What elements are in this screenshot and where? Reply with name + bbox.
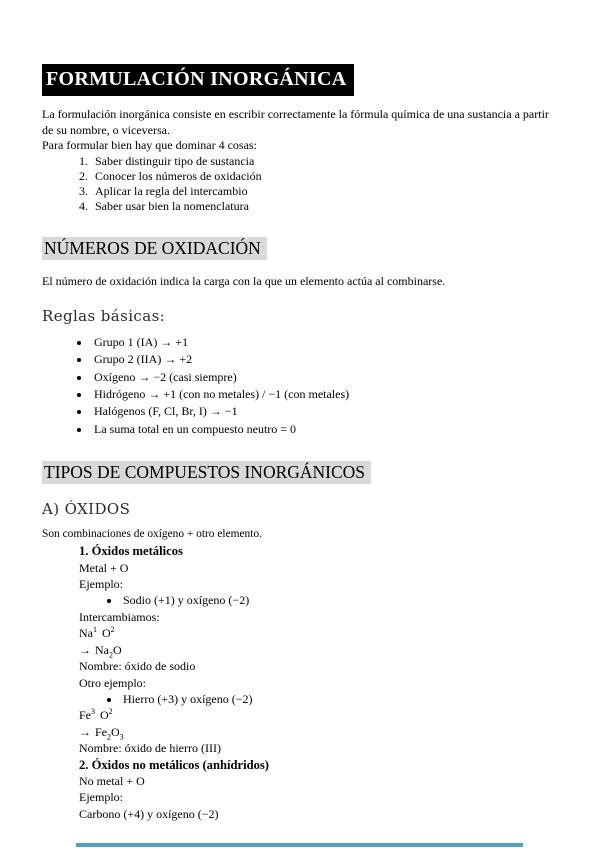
example-label: Ejemplo: [79,790,123,805]
section-heading-text: TIPOS DE COMPUESTOS INORGÁNICOS [42,461,371,484]
formula-sodium-exchange [79,625,558,641]
page-title [42,64,558,96]
oxidation-superscript: 1 [93,625,97,635]
metallic-oxides-heading: 1. Óxidos metálicos [79,544,183,559]
oxidation-superscript: 2 [108,707,113,717]
compound-name: Nombre: óxido de hierro (III) [79,741,221,756]
element-symbol: O [113,642,122,657]
rules-subheading: Reglas básicas: [42,306,166,325]
formula-sodium-result [79,642,558,658]
section-heading-text: NÚMEROS DE OXIDACIÓN [42,237,267,260]
element-symbol: $O^2$ [102,625,115,641]
example-line: Carbono (+4) y oxígeno (−2) [79,806,219,821]
other-example-label: Otro ejemplo: [79,675,146,690]
requirements-list [42,154,558,215]
element-symbol: Fe$^3$ [79,707,95,723]
oxidation-rules-list [42,334,558,438]
element-symbol: $O^2$ [100,707,113,723]
list-item: 2. Conocer los números de oxidación [91,169,558,184]
formula-subscript: 3 [119,732,124,742]
metallic-general-formula: Metal + O [79,560,129,575]
example-label: Ejemplo: [79,577,123,592]
formula-iron-result [79,724,558,740]
example-list [79,691,558,707]
page-title-text: FORMULACIÓN INORGÁNICA [42,64,354,96]
rule-item: • Grupo 2 (IIA) → +2 [91,351,558,368]
section-heading-compound-types [42,462,558,483]
rule-item: • Halógenos (F, Cl, Br, I) → −1 [91,403,558,420]
exchange-label: Intercambiamos: [79,609,160,624]
oxides-description: Son combinaciones de oxígeno + otro elemento. [42,528,262,541]
arrow-icon: → [79,642,91,657]
formula-subscript: 2 [109,650,113,660]
formula-iron-exchange [79,707,558,723]
intro-lead: Para formular bien hay que dominar 4 cosas: [42,138,257,152]
section-heading-oxidation-numbers [42,238,558,259]
intro-paragraph: La formulación inorgánica consiste en escribir correctamente la fórmula química de una sustancia a partir de su nombre, o viceversa. [42,107,549,137]
example-list [79,592,558,608]
formula-subscript: 2 [107,732,111,742]
rule-item: • Grupo 1 (IA) → +1 [91,334,558,351]
rule-item: • Hidrógeno → +1 (con no metales) / −1 (con metales) [91,386,558,403]
nonmetallic-oxides-heading: 2. Óxidos no metálicos (anhídridos) [79,757,269,772]
oxidation-superscript: 2 [110,625,115,635]
oxidation-superscript: 3 [91,707,95,717]
footer-accent-bar [76,843,523,847]
oxides-subheading: A) ÓXIDOS [42,500,131,519]
list-item: 4. Saber usar bien la nomenclatura [91,199,558,214]
element-symbol: Na$^1$ [79,625,97,641]
example-item: • Sodio (+1) y oxígeno (−2) [121,592,558,608]
element-symbol: O [111,724,120,739]
oxidation-description: El número de oxidación indica la carga con la que un elemento actúa al combinarse. [42,274,446,289]
list-item: 1. Saber distinguir tipo de sustancia [91,154,558,169]
rule-item: • Oxígeno → −2 (casi siempre) [91,369,558,386]
element-symbol: Fe [95,724,107,739]
list-item: 3. Aplicar la regla del intercambio [91,184,558,199]
rule-item: • La suma total en un compuesto neutro = 0 [91,421,558,438]
example-item: • Hierro (+3) y oxígeno (−2) [121,691,558,707]
element-symbol: Na [95,642,109,657]
nonmetallic-general-formula: No metal + O [79,773,145,788]
oxides-content [79,543,558,822]
arrow-icon: → [79,724,91,739]
compound-name: Nombre: óxido de sodio [79,659,196,674]
